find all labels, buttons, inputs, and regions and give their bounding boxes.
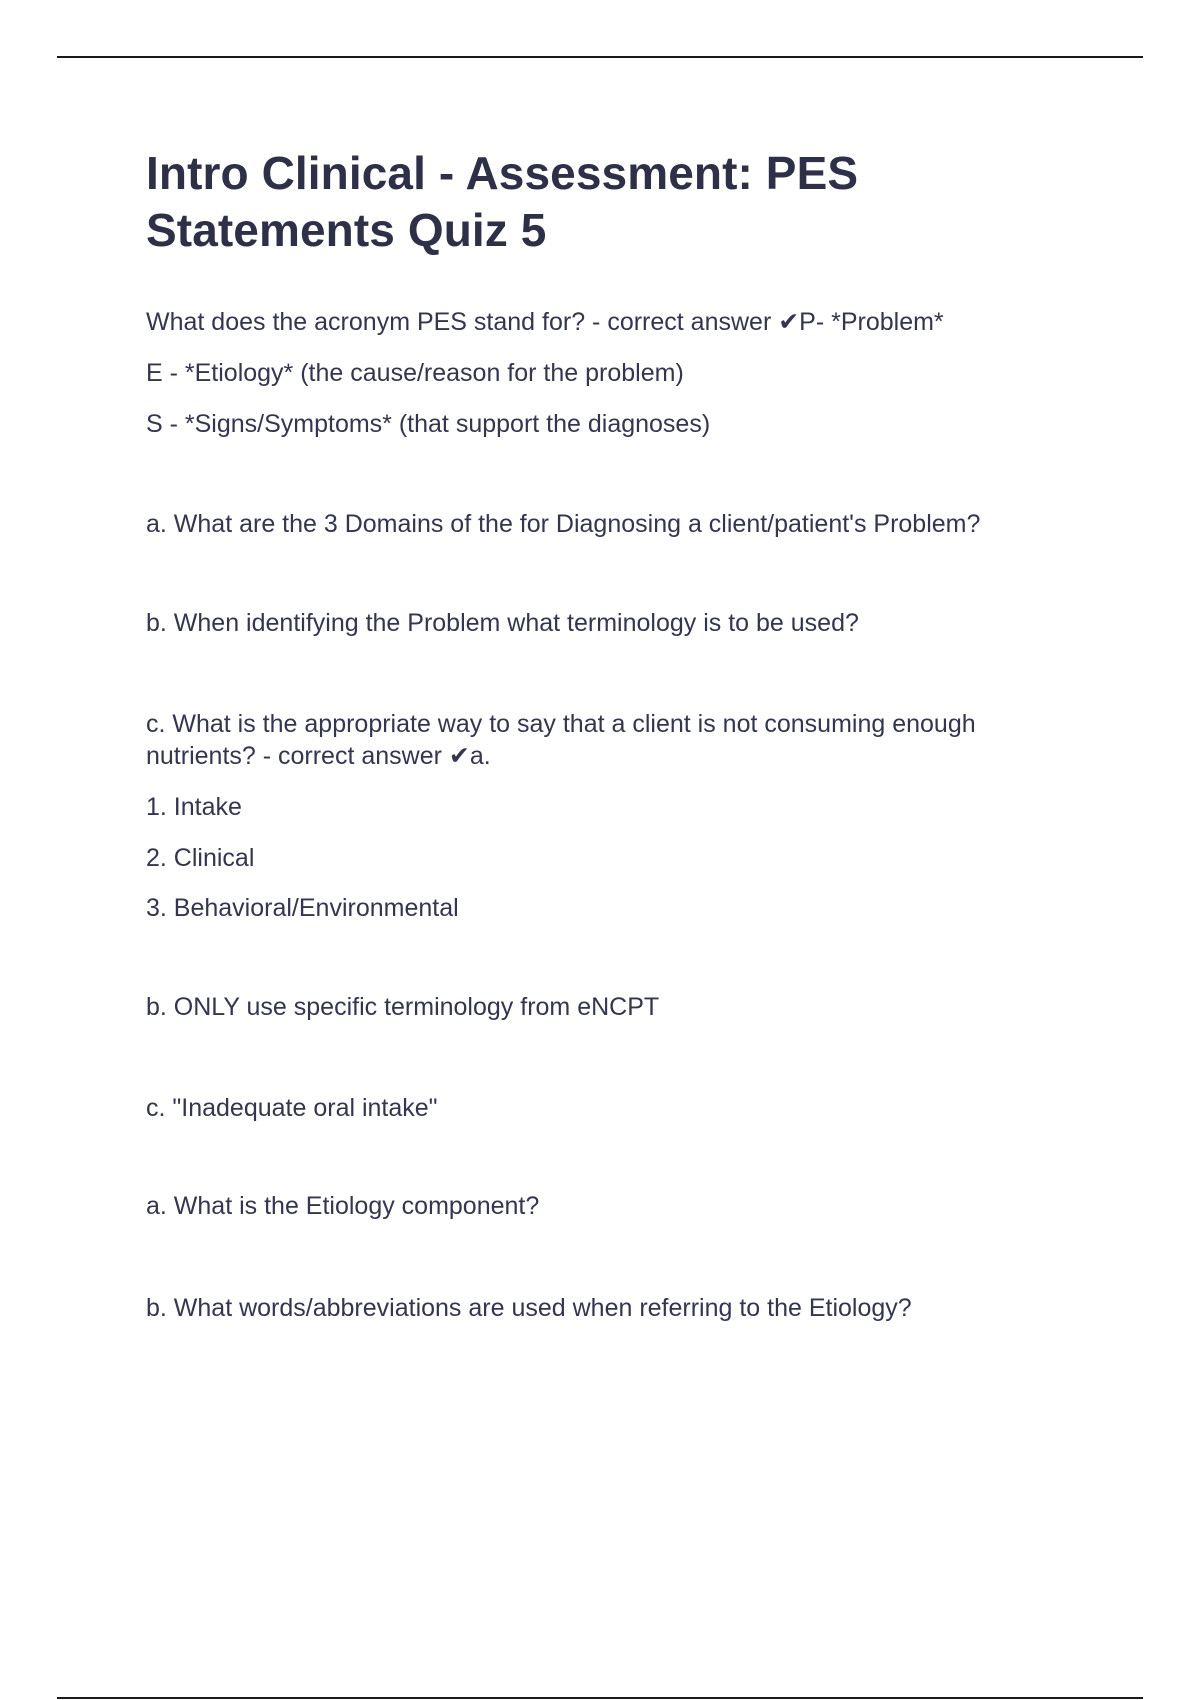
question-etiology-component: a. What is the Etiology component? (146, 1192, 540, 1220)
question-etiology-words: b. What words/abbreviations are used when referring to the Etiology? (146, 1294, 912, 1322)
answer-terminology: b. ONLY use specific terminology from eNCPT (146, 993, 660, 1021)
answer-inadequate-intake: c. "Inadequate oral intake" (146, 1094, 438, 1122)
answer-signs-symptoms: S - *Signs/Symptoms* (that support the diagnoses) (146, 410, 711, 438)
question-problem-terminology: b. When identifying the Problem what terminology is to be used? (146, 609, 859, 637)
title-line-2: Statements Quiz 5 (146, 204, 547, 256)
question-pes-acronym: What does the acronym PES stand for? - correct answer ✔P- *Problem* (146, 308, 944, 336)
answer-etiology: E - *Etiology* (the cause/reason for the problem) (146, 359, 684, 387)
answer-list-item-1: 1. Intake (146, 793, 242, 821)
document-title (146, 145, 1086, 259)
question-domains: a. What are the 3 Domains of the for Diagnosing a client/patient's Problem? (146, 510, 981, 538)
top-rule (57, 56, 1143, 58)
title-line-1: Intro Clinical - Assessment: PES (146, 147, 859, 199)
answer-list-item-3: 3. Behavioral/Environmental (146, 894, 459, 922)
question-nutrients: c. What is the appropriate way to say that a client is not consuming enough nutrients? - correct answer ✔a. (146, 710, 976, 770)
answer-list-item-2: 2. Clinical (146, 844, 255, 872)
bottom-rule (57, 1697, 1143, 1699)
document-header (146, 145, 1086, 259)
